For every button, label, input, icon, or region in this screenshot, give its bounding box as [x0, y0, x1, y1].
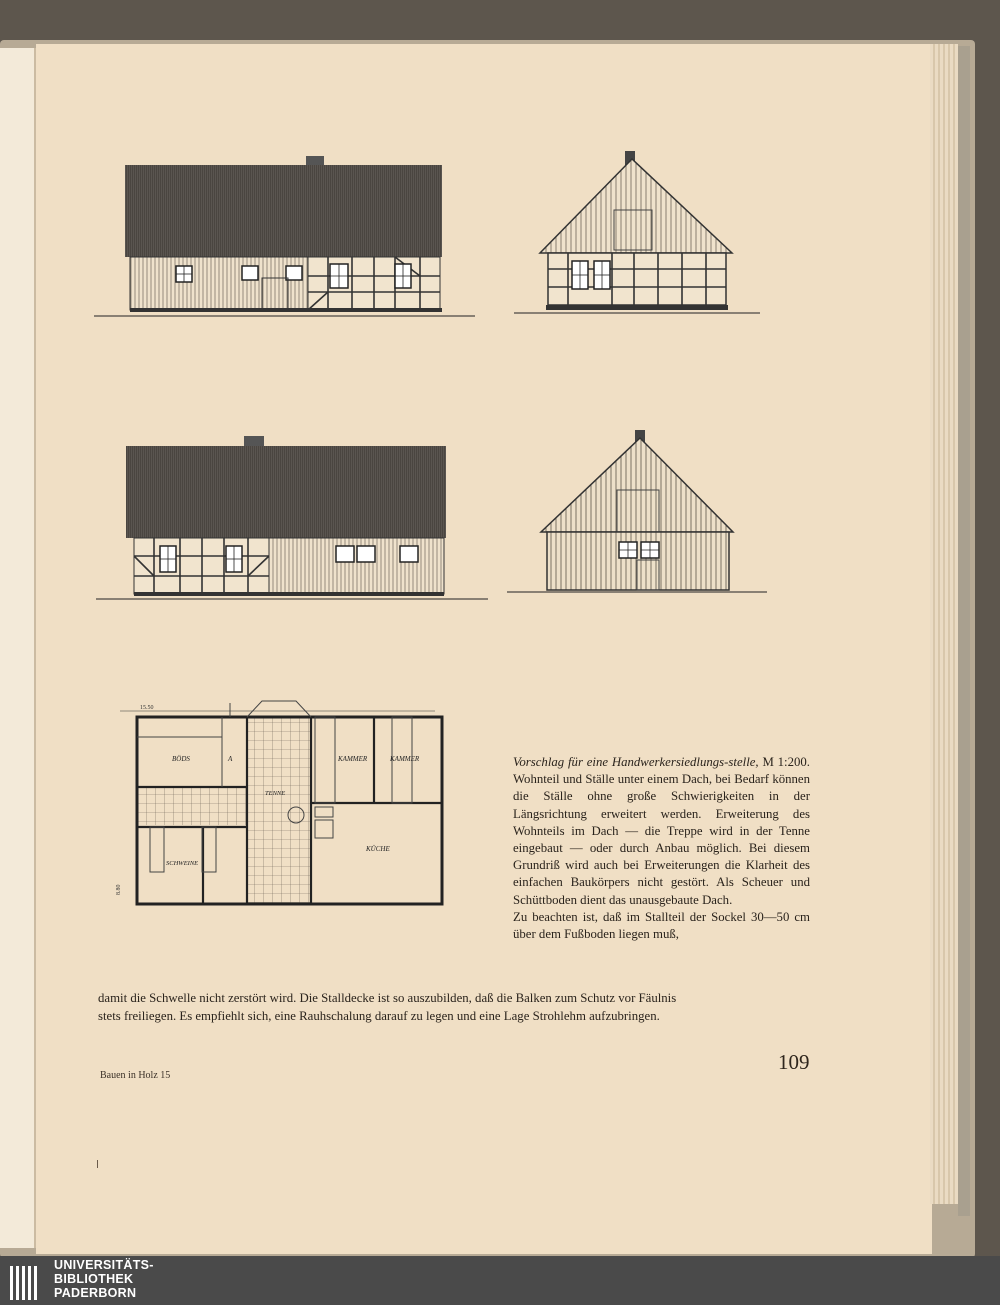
library-logo-icon: [8, 1262, 46, 1302]
plan-room-label: SCHWEINE: [166, 860, 199, 867]
elevation-gable-bottom: [505, 422, 770, 600]
page-edges: [930, 44, 958, 1204]
floor-plan: [110, 695, 455, 910]
body-text-line: damit die Schwelle nicht zerstört wird. Die Stalldecke ist so auszubilden, daß die Balken zum Schutz vor Fäulnis: [98, 991, 677, 1005]
library-name: [54, 1258, 154, 1300]
plan-room-label: KAMMER: [390, 755, 420, 763]
body-text-line: stets freiliegen. Es empfiehlt sich, eine Rauhschalung darauf zu legen und eine Lage Strohlehm aufzubringen.: [98, 1008, 660, 1023]
library-name-line: BIBLIOTHEK: [54, 1272, 134, 1286]
page-number: 109: [778, 1050, 810, 1074]
footer-source: Bauen in Holz 15: [100, 1070, 171, 1081]
left-page-edge: [0, 48, 36, 1248]
library-name-line: UNIVERSITÄTS-: [54, 1258, 154, 1272]
plan-dim-side: 8.80: [116, 884, 122, 895]
plan-room-label: BÖDS: [172, 755, 190, 763]
elevation-long-top: [90, 150, 480, 320]
caption-note: Zu beachten ist, daß im Stallteil der Sockel 30—50 cm über dem Fußboden liegen muß,: [513, 909, 810, 942]
caption-title: Vorschlag für eine Handwerkersiedlungs-stelle,: [513, 755, 759, 769]
plan-room-label: KÜCHE: [366, 845, 390, 853]
body-text: [98, 990, 810, 1025]
elevation-long-bottom: [92, 428, 492, 603]
page-mark: [97, 1160, 98, 1168]
plan-dim-top: 15.50: [140, 705, 154, 711]
plan-room-label: KAMMER: [338, 755, 368, 763]
library-name-line: PADERBORN: [54, 1286, 137, 1300]
plan-room-label: TENNE: [265, 790, 286, 797]
book-spine-edge: [958, 46, 970, 1216]
elevation-gable-top: [510, 145, 765, 320]
plan-room-label: A: [228, 755, 233, 763]
figure-caption: [513, 754, 810, 943]
caption-text: M 1:200. Wohnteil und Ställe unter einem Dach, bei Bedarf können die Ställe ohne große Schwierigkeiten in der Längsrichtung erweitert werden. Erweiterung des Wohnteils im Dach — die Treppe wird in der Tenne eingebaut — oder durch Anbau möglich. Bei diesem Grundriß wird auch bei Erweiterungen die Klarheit des einfachen Baukörpers nicht gestört. Als Scheuer und Schüttboden dient das unausgebaute Dach.: [513, 755, 810, 907]
